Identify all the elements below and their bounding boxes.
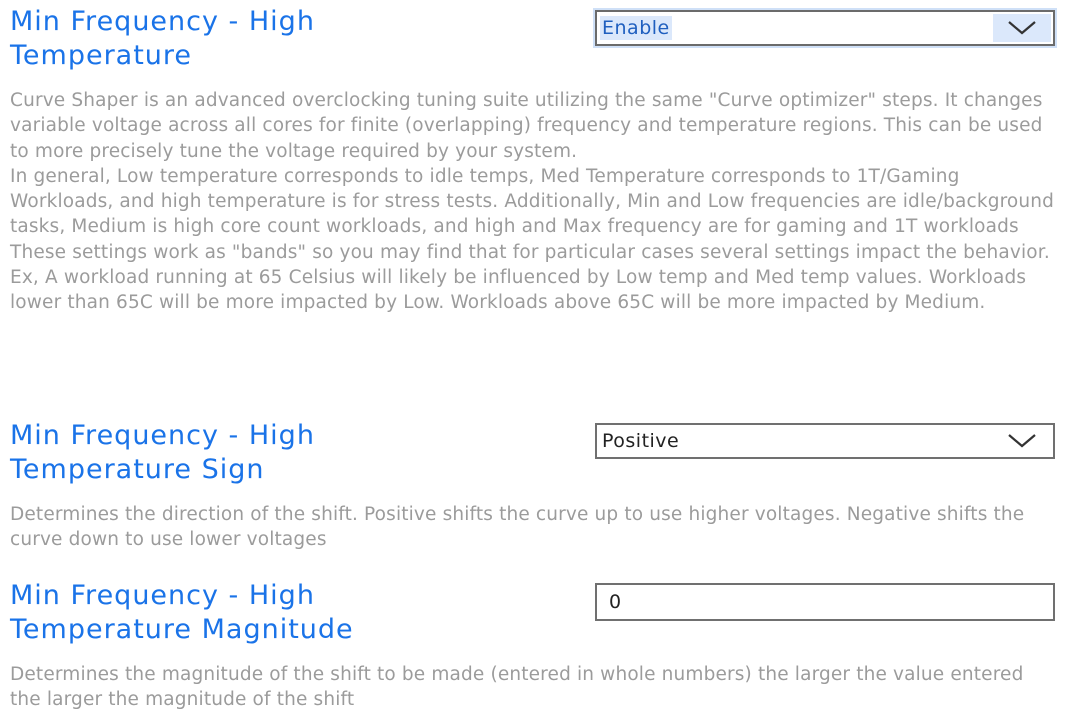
description-paragraph: These settings work as "bands" so you may find that for particular cases several settings impact the behavior. Ex, A workload running at 65 Celsius will likely be influenced by Low temp and Med temp values. Workloads lower than 65C will be more impacted by Low. Workloads above 65C will be more impacted by Medium. xyxy=(10,241,1050,314)
select-value: Positive xyxy=(602,430,680,452)
setting-title-line1: Min Frequency - High xyxy=(10,6,315,37)
chevron-down-icon[interactable] xyxy=(993,14,1051,42)
description-paragraph: Curve Shaper is an advanced overclocking tuning suite utilizing the same "Curve optimizer" steps. It changes variable voltage across all cores for finite (overlapping) frequency and temperature regions. This can be used to more precisely tune the voltage required by your system. xyxy=(10,90,1043,162)
setting-title-min-frequency-high-temperature xyxy=(10,5,530,73)
setting-description-magnitude xyxy=(10,662,1060,713)
setting-title-line2: Temperature xyxy=(10,40,193,71)
setting-title-line2: Temperature Sign xyxy=(10,454,265,485)
setting-title-line1: Min Frequency - High xyxy=(10,580,315,611)
setting-description-sign xyxy=(10,502,1060,553)
min-frequency-high-temperature-select[interactable] xyxy=(595,10,1055,46)
setting-title-line1: Min Frequency - High xyxy=(10,420,315,451)
select-value: Enable xyxy=(602,17,670,39)
description-paragraph: In general, Low temperature corresponds to idle temps, Med Temperature corresponds to 1T/Gaming Workloads, and high temperature is for stress tests. Additionally, Min and Low frequencies are idle/background tasks, Medium is high core count workloads, and high and Max frequency are for gaming and 1T workloads xyxy=(10,165,1055,238)
chevron-down-icon[interactable] xyxy=(993,427,1051,455)
setting-description-curve-shaper xyxy=(10,88,1060,316)
setting-title-line2: Temperature Magnitude xyxy=(10,614,354,645)
description-paragraph: Determines the direction of the shift. Positive shifts the curve up to use higher voltages. Negative shifts the curve down to use lower voltages xyxy=(10,504,1025,551)
description-paragraph: Determines the magnitude of the shift to be made (entered in whole numbers) the larger the value entered the larger the magnitude of the shift xyxy=(10,664,1024,711)
setting-title-min-frequency-high-temperature-magnitude xyxy=(10,579,530,647)
min-frequency-high-temperature-magnitude-input[interactable] xyxy=(595,583,1055,621)
setting-title-min-frequency-high-temperature-sign xyxy=(10,419,530,487)
min-frequency-high-temperature-sign-select[interactable] xyxy=(595,423,1055,459)
